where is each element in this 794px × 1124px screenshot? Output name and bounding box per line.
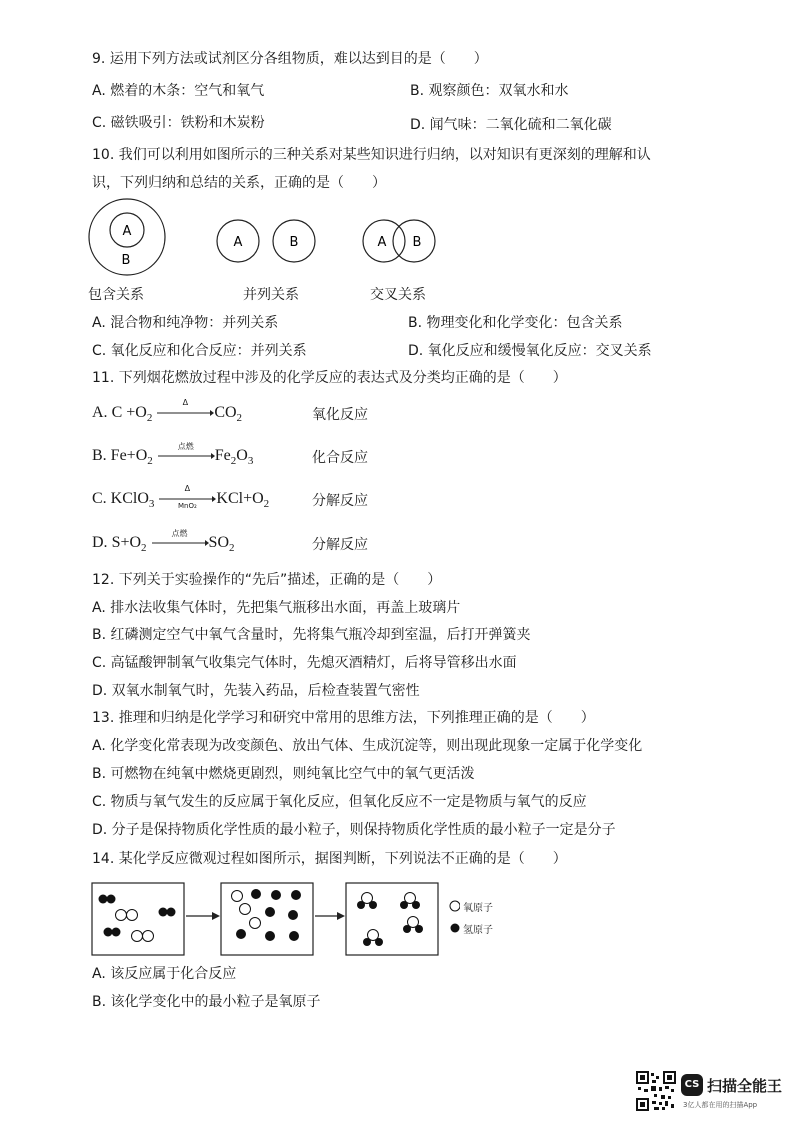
q12-option-c: C. 高锰酸钾制氧气收集完气体时，先熄灭酒精灯，后将导管移出水面: [92, 655, 517, 671]
include-label-b: B: [121, 253, 131, 268]
q10-option-d: D. 氧化反应和缓慢氧化反应：交叉关系: [408, 343, 652, 359]
footer-subtitle: 3亿人都在用的扫描App: [683, 1101, 758, 1109]
q14-stem: 14. 某化学反应微观过程如图所示，据图判断，下列说法不正确的是（ ）: [92, 851, 567, 867]
q12-option-d: D. 双氧水制氧气时，先装入药品，后检查装置气密性: [92, 683, 420, 699]
q11-equation-c: C. KClO$_3$ Δ MnO₂ $KCl+O_2$: [92, 484, 270, 511]
q14-option-a: A. 该反应属于化合反应: [92, 966, 237, 982]
q13-option-b: B. 可燃物在纯氧中燃烧更剧烈，则纯氧比空气中的氧气更活泼: [92, 766, 475, 782]
q13-option-d: D. 分子是保持物质化学性质的最小粒子，则保持物质化学性质的最小粒子一定是分子: [92, 822, 616, 838]
q13-option-a: A. 化学变化常表现为改变颜色、放出气体、生成沉淀等，则出现此现象一定属于化学变化: [92, 738, 643, 754]
footer-brand: 扫描全能王: [707, 1077, 783, 1095]
relation-diagram: [80, 196, 480, 282]
include-label-a: A: [122, 224, 132, 239]
parallel-label-a: A: [233, 235, 243, 250]
camscanner-logo-icon: CS: [681, 1074, 703, 1096]
qr-code-icon: [636, 1071, 676, 1111]
q10-option-a: A. 混合物和纯净物：并列关系: [92, 315, 279, 331]
reaction-arrow: Δ: [156, 404, 214, 422]
q10-stem-line1: 10. 我们可以利用如图所示的三种关系对某些知识进行归纳，以对知识有更深刻的理解和认: [92, 147, 651, 163]
q9-option-c: C. 磁铁吸引：铁粉和木炭粉: [92, 115, 265, 131]
q12-stem: 12. 下列关于实验操作的“先后”描述，正确的是（ ）: [92, 572, 442, 588]
q13-option-c: C. 物质与氧气发生的反应属于氧化反应，但氧化反应不一定是物质与氧气的反应: [92, 794, 587, 810]
q12-option-a: A. 排水法收集气体时，先把集气瓶移出水面，再盖上玻璃片: [92, 600, 461, 616]
q12-option-b: B. 红磷测定空气中氧气含量时，先将集气瓶冷却到室温，后打开弹簧夹: [92, 627, 531, 643]
q9-stem: 9. 运用下列方法或试剂区分各组物质，难以达到目的是（ ）: [92, 51, 488, 67]
q9-option-a: A. 燃着的木条：空气和氧气: [92, 83, 265, 99]
reaction-arrow: Δ MnO₂: [158, 490, 216, 508]
q11-type-c: 分解反应: [312, 493, 368, 509]
reaction-arrow: 点燃: [157, 447, 215, 465]
oxygen-atom-legend-icon: [450, 901, 460, 911]
q9-option-b: B. 观察颜色：双氧水和水: [410, 83, 569, 99]
q11-type-b: 化合反应: [312, 450, 368, 466]
q10-option-c: C. 氧化反应和化合反应：并列关系: [92, 343, 307, 359]
legend-hydrogen: 氢原子: [463, 925, 493, 936]
reaction-arrow: 点燃: [151, 534, 209, 552]
q11-stem: 11. 下列烟花燃放过程中涉及的化学反应的表达式及分类均正确的是（ ）: [92, 370, 567, 386]
q11-type-d: 分解反应: [312, 537, 368, 553]
q10-option-b: B. 物理变化和化学变化：包含关系: [408, 315, 623, 331]
parallel-label-b: B: [289, 235, 299, 250]
q13-stem: 13. 推理和归纳是化学学习和研究中常用的思维方法，下列推理正确的是（ ）: [92, 710, 595, 726]
q11-equation-b: B. $Fe+O_2$ 点燃 $Fe_2O_3$: [92, 442, 254, 468]
q14-option-b: B. 该化学变化中的最小粒子是氧原子: [92, 994, 321, 1010]
q11-equation-d: D. $S+O_2$ 点燃 $SO_2$: [92, 529, 235, 555]
q11-type-a: 氧化反应: [312, 407, 368, 423]
micro-reaction-diagram: [90, 880, 460, 960]
q9-option-d: D. 闻气味：二氧化硫和二氧化碳: [410, 117, 612, 133]
caption-include: 包含关系: [88, 287, 144, 303]
hydrogen-atom-legend-icon: [451, 924, 460, 933]
q11-equation-a: A. $C +O_2$ Δ $CO_2$: [92, 398, 243, 425]
caption-parallel: 并列关系: [243, 287, 299, 303]
cross-label-b: B: [412, 235, 422, 250]
caption-cross: 交叉关系: [370, 287, 426, 303]
cross-label-a: A: [377, 235, 387, 250]
q10-stem-line2: 识，下列归纳和总结的关系，正确的是（ ）: [92, 175, 386, 191]
legend-oxygen: 氧原子: [463, 903, 493, 914]
